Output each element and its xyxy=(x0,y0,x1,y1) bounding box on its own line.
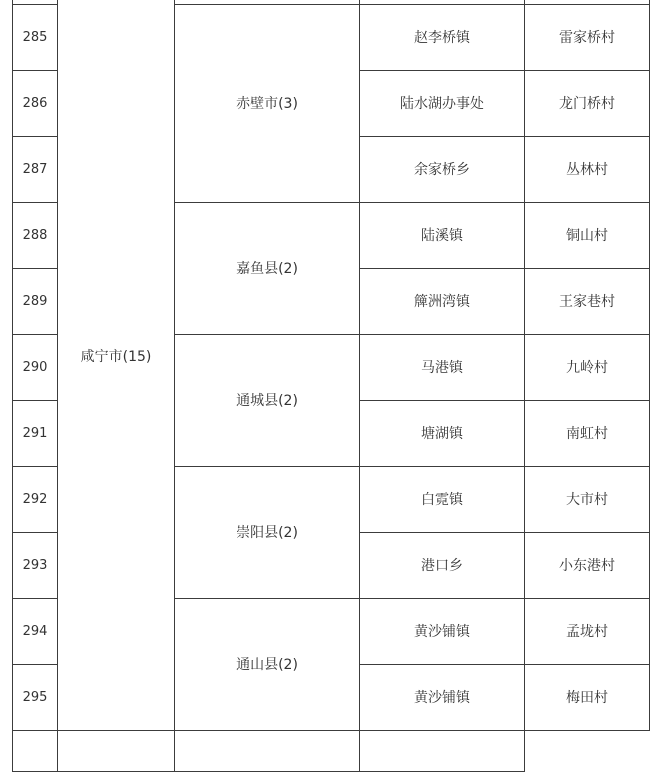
county-cell xyxy=(175,5,360,203)
row-number: 288 xyxy=(13,203,58,269)
town-cell: 港口乡 xyxy=(360,533,525,599)
row-number: 294 xyxy=(13,599,58,665)
village-cell: 王家巷村 xyxy=(525,269,650,335)
village-cell: 铜山村 xyxy=(525,203,650,269)
table-cell xyxy=(360,731,525,772)
town-cell: 陆溪镇 xyxy=(360,203,525,269)
town-cell: 陆水湖办事处 xyxy=(360,71,525,137)
table-container xyxy=(12,0,650,772)
row-number: 286 xyxy=(13,71,58,137)
town-cell: 白霓镇 xyxy=(360,467,525,533)
town-cell: 塘湖镇 xyxy=(360,401,525,467)
county-name: 通山县(2) xyxy=(236,656,298,673)
row-number: 285 xyxy=(13,5,58,71)
county-cell xyxy=(175,203,360,335)
county-name: 通城县(2) xyxy=(236,392,298,409)
county-cell xyxy=(175,467,360,599)
county-cell xyxy=(175,335,360,467)
county-name: 赤壁市(3) xyxy=(236,95,298,112)
city-name: 咸宁市(15) xyxy=(80,348,152,365)
row-number: 287 xyxy=(13,137,58,203)
village-cell: 雷家桥村 xyxy=(525,5,650,71)
row-number: 293 xyxy=(13,533,58,599)
town-cell: 簰洲湾镇 xyxy=(360,269,525,335)
city-cell xyxy=(58,0,175,731)
village-cell: 丛林村 xyxy=(525,137,650,203)
town-cell: 黄沙铺镇 xyxy=(360,599,525,665)
village-cell: 九岭村 xyxy=(525,335,650,401)
village-cell: 梅田村 xyxy=(525,665,650,731)
village-list-table xyxy=(12,0,650,772)
town-cell: 赵李桥镇 xyxy=(360,5,525,71)
village-cell: 南虹村 xyxy=(525,401,650,467)
town-cell: 马港镇 xyxy=(360,335,525,401)
village-cell: 小东港村 xyxy=(525,533,650,599)
town-cell: 黄沙铺镇 xyxy=(360,665,525,731)
table-cell xyxy=(13,731,58,772)
row-number: 291 xyxy=(13,401,58,467)
town-cell: 余家桥乡 xyxy=(360,137,525,203)
village-cell: 大市村 xyxy=(525,467,650,533)
county-name: 崇阳县(2) xyxy=(236,524,298,541)
county-cell xyxy=(175,599,360,731)
table-cell xyxy=(58,731,175,772)
county-name: 嘉鱼县(2) xyxy=(236,260,298,277)
row-number: 292 xyxy=(13,467,58,533)
row-number: 290 xyxy=(13,335,58,401)
village-cell: 孟垅村 xyxy=(525,599,650,665)
table-cell xyxy=(175,731,360,772)
village-cell: 龙门桥村 xyxy=(525,71,650,137)
row-number: 295 xyxy=(13,665,58,731)
row-number: 289 xyxy=(13,269,58,335)
table-row-partial-bottom xyxy=(13,731,650,772)
